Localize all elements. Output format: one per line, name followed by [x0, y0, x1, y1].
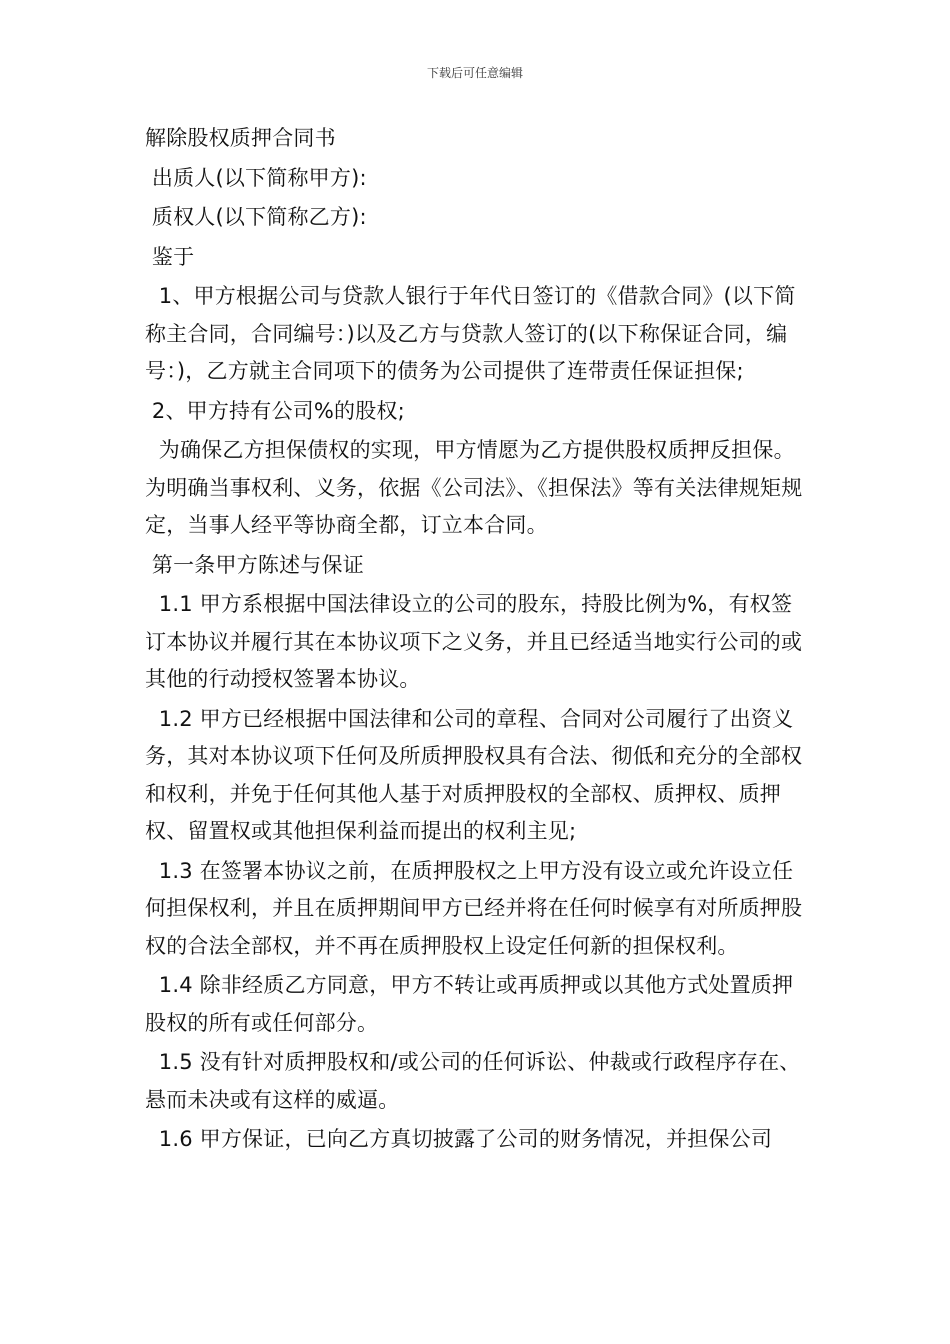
document-title: 解除股权质押合同书: [145, 126, 336, 150]
paragraph-pledgor: 出质人(以下简称甲方):: [145, 165, 367, 190]
paragraph-recital-2: 2、甲方持有公司%的股权;: [145, 398, 405, 423]
paragraph-clause-1-1: 1.1 甲方系根据中国法律设立的公司的股东，持股比例为%，有权签订本协议并履行其在本协议项下之义务，并且已经适当地实行公司的或其他的行动授权签署本协议。: [145, 592, 803, 691]
document-body: [145, 120, 810, 1159]
page-header: 下载后可任意编辑: [426, 66, 523, 80]
paragraph-clause-1-2: 1.2 甲方已经根据中国法律和公司的章程、合同对公司履行了出资义务，其对本协议项下任何及所质押股权具有合法、彻低和充分的全部权和权利，并免于任何其他人基于对质押股权的全部权、质押权、质押权、留置权或其他担保利益而提出的权利主见;: [145, 706, 803, 843]
paragraph-pledgee: 质权人(以下简称乙方):: [145, 205, 367, 229]
paragraph-recital-1: 1、甲方根据公司与贷款人银行于年代日签订的《借款合同》(以下简称主合同，合同编号：)以及乙方与贷款人签订的(以下称保证合同，编号：)，乙方就主合同项下的债务为公司提供了连带责任保证担保;: [145, 284, 796, 383]
paragraph-clause-1-5: 1.5 没有针对质押股权和/或公司的任何诉讼、仲裁或行政程序存在、悬而未决或有这样的威逼。: [145, 1050, 801, 1112]
paragraph-article-1-heading: 第一条甲方陈述与保证: [145, 552, 364, 577]
paragraph-clause-1-6: 1.6 甲方保证，已向乙方真切披露了公司的财务情况，并担保公司: [145, 1127, 773, 1151]
paragraph-clause-1-4: 1.4 除非经质乙方同意，甲方不转让或再质押或以其他方式处置质押股权的所有或任何部分。: [145, 973, 794, 1035]
paragraph-whereas: 鉴于: [145, 244, 195, 269]
paragraph-clause-1-3: 1.3 在签署本协议之前，在质押股权之上甲方没有设立或允许设立任何担保权利，并且在质押期间甲方已经并将在任何时候享有对所质押股权的合法全部权，并不再在质押股权上设定任何新的担保权利。: [145, 858, 803, 958]
paragraph-purpose: 为确保乙方担保债权的实现，甲方情愿为乙方提供股权质押反担保。为明确当事权利、义务，依据《公司法》、《担保法》等有关法律规矩规定，当事人经平等协商全都，订立本合同。: [145, 438, 803, 537]
